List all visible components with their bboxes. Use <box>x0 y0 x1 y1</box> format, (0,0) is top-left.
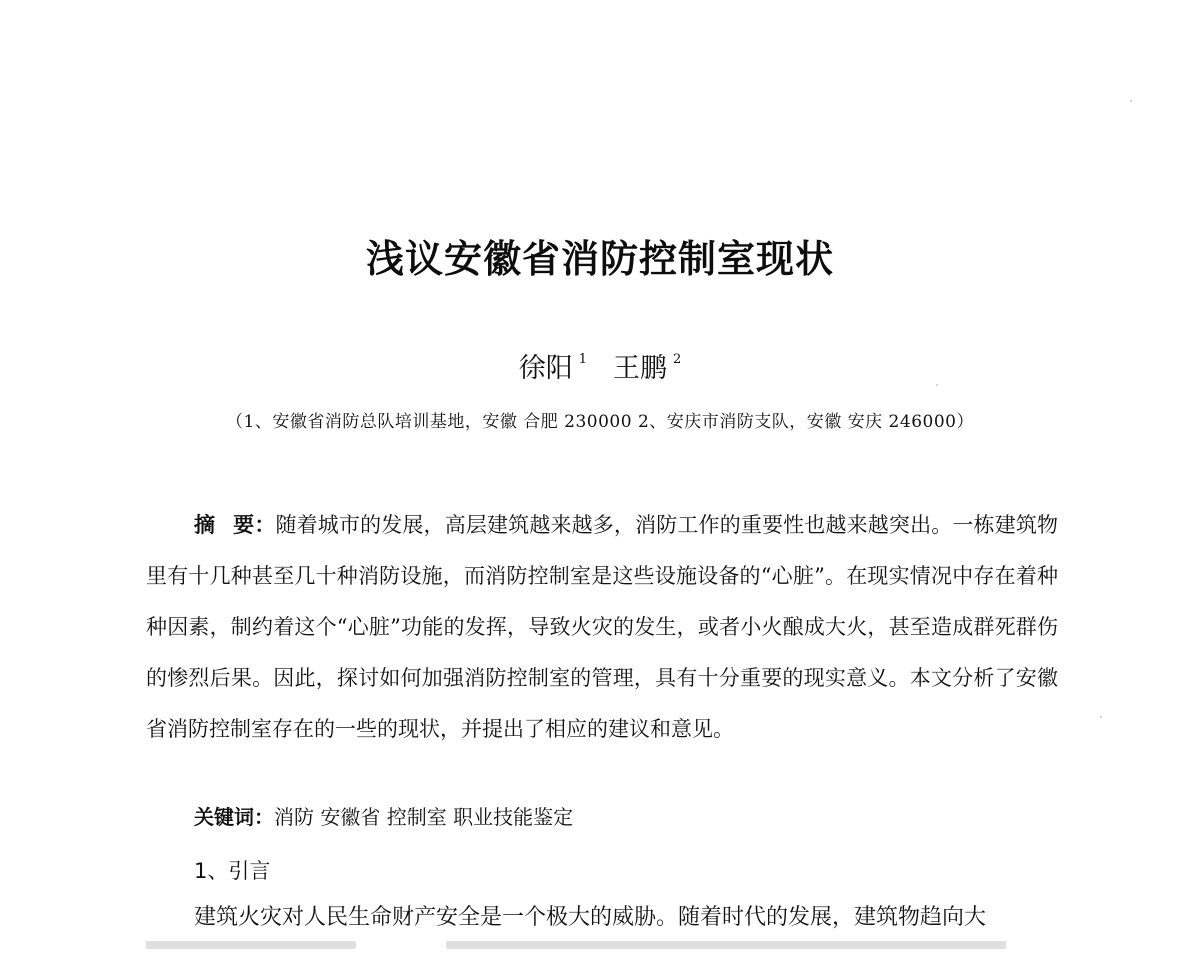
author-1-name: 徐阳 <box>518 353 573 384</box>
author-line <box>0 346 1200 385</box>
cut-off-text-line <box>146 941 1058 953</box>
author-2-name: 王鹏 <box>613 353 667 384</box>
paper-title: 浅议安徽省消防控制室现状 <box>365 237 834 281</box>
keywords-label: 关键词： <box>194 805 274 829</box>
keywords-line <box>194 801 573 830</box>
author-1-affil-mark: 1 <box>578 352 587 367</box>
abstract-label <box>194 513 275 537</box>
scan-speck <box>1130 100 1132 102</box>
abstract-text: 随着城市的发展，高层建筑越来越多，消防工作的重要性也越来越突出。一栋建筑物里有十几种甚至几十种消防设施，而消防控制室是这些设施设备的“心脏”。在现实情况中存在着种种因素，制约着这个“心脏”功能的发挥，导致火灾的发生，或者小火酿成大火，甚至造成群死群伤的惨烈后果。因此，探讨如何加强消防控制室的管理，具有十分重要的现实意义。本文分析了安徽省消防控制室存在的一些的现状，并提出了相应的建议和意见。 <box>146 513 1059 741</box>
affiliation: （1、安徽省消防总队培训基地，安徽 合肥 230000 2、安庆市消防支队，安徽 安庆 246000） <box>226 412 974 432</box>
author-2-affil-mark: 2 <box>673 352 682 367</box>
section-heading: 1、引言 <box>194 859 271 883</box>
abstract-paragraph <box>146 500 1058 755</box>
abstract-label-colon: ： <box>254 513 276 537</box>
scan-speck <box>1100 716 1102 718</box>
intro-first-line: 建筑火灾对人民生命财产安全是一个极大的威胁。随着时代的发展，建筑物趋向大 <box>194 905 987 930</box>
abstract-label-char-2: 要 <box>233 513 255 537</box>
keywords-text: 消防 安徽省 控制室 职业技能鉴定 <box>274 805 574 829</box>
scan-speck <box>936 384 938 386</box>
author-2 <box>613 346 681 385</box>
abstract-label-char-1: 摘 <box>194 513 216 537</box>
author-1 <box>519 346 587 385</box>
